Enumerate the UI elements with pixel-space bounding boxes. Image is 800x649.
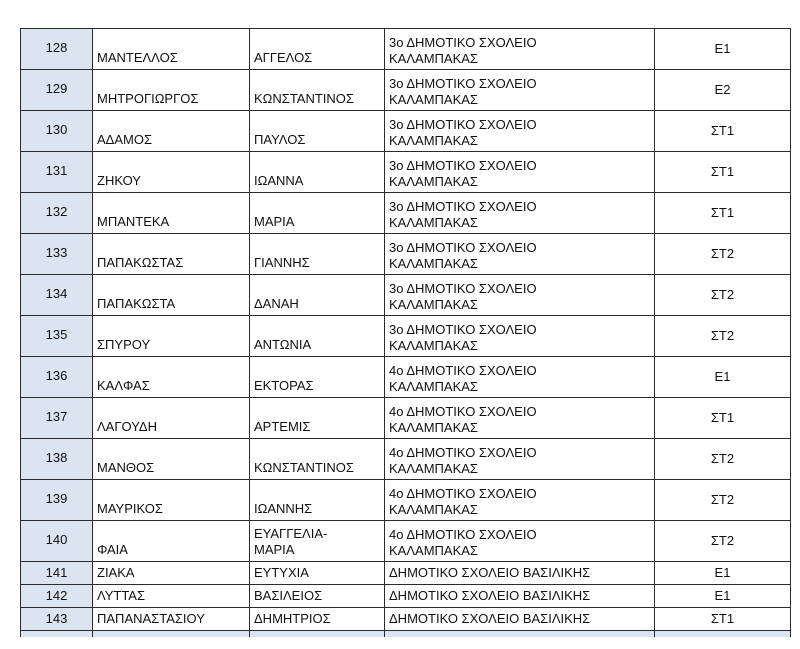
table-row	[21, 357, 791, 398]
class-cell: ΣΤ1	[655, 608, 791, 631]
school-line-1: 3ο ΔΗΜΟΤΙΚΟ ΣΧΟΛΕΙΟ	[389, 158, 537, 173]
class-cell: ΣΤ1	[655, 193, 791, 234]
row-number: 141	[21, 562, 93, 585]
school-line-2: ΚΑΛΑΜΠΑΚΑΣ	[389, 133, 478, 148]
school-cell	[385, 29, 655, 70]
surname-cell: ΣΠΥΡΟΥ	[93, 316, 250, 357]
school-cell	[385, 234, 655, 275]
school-line-2: ΚΑΛΑΜΠΑΚΑΣ	[389, 174, 478, 189]
firstname-cell: ΙΩΑΝΝΗΣ	[250, 480, 385, 521]
firstname-line-1: ΕΥΑΓΓΕΛΙΑ-	[254, 526, 328, 541]
school-line-1: 4ο ΔΗΜΟΤΙΚΟ ΣΧΟΛΕΙΟ	[389, 486, 537, 501]
student-table	[20, 28, 791, 637]
school-line-1: 3ο ΔΗΜΟΤΙΚΟ ΣΧΟΛΕΙΟ	[389, 240, 537, 255]
student-list-page	[20, 28, 790, 637]
school-cell	[385, 439, 655, 480]
school-cell	[385, 152, 655, 193]
school-cell: ΔΗΜΟΤΙΚΟ ΣΧΟΛΕΙΟ ΒΑΣΙΛΙΚΗΣ	[385, 585, 655, 608]
school-cell	[385, 111, 655, 152]
school-line-2: ΚΑΛΑΜΠΑΚΑΣ	[389, 92, 478, 107]
table-row	[21, 480, 791, 521]
class-cell: ΣΤ2	[655, 275, 791, 316]
firstname-cell: ΑΝΤΩΝΙΑ	[250, 316, 385, 357]
firstname-cell: ΕΥΤΥΧΙΑ	[250, 562, 385, 585]
row-number: 138	[21, 439, 93, 480]
table-row	[21, 608, 791, 631]
school-cell	[385, 398, 655, 439]
table-row	[21, 398, 791, 439]
school-line-2: ΚΑΛΑΜΠΑΚΑΣ	[389, 502, 478, 517]
firstname-cell: ΚΩΝΣΤΑΝΤΙΝΟΣ	[250, 439, 385, 480]
school-line-2: ΚΑΛΑΜΠΑΚΑΣ	[389, 51, 478, 66]
surname-cell: ΠΑΠΑΚΩΣΤΑΣ	[93, 234, 250, 275]
class-cell: Ε2	[655, 70, 791, 111]
table-row	[21, 521, 791, 562]
surname-cell: ΛΑΓΟΥΔΗ	[93, 398, 250, 439]
row-number: 142	[21, 585, 93, 608]
surname-cell: ΖΙΑΚΑ	[93, 562, 250, 585]
surname-cell: ΜΑΝΤΕΛΛΟΣ	[93, 29, 250, 70]
surname-cell: ΠΑΠΑΚΩΣΤΑ	[93, 275, 250, 316]
class-cell: Ε1	[655, 29, 791, 70]
school-cell	[385, 70, 655, 111]
school-cell: ΔΗΜΟΤΙΚΟ ΣΧΟΛΕΙΟ ΒΑΣΙΛΙΚΗΣ	[385, 562, 655, 585]
school-cell	[385, 316, 655, 357]
school-cell	[385, 193, 655, 234]
firstname-cell: ΓΙΑΝΝΗΣ	[250, 234, 385, 275]
class-cell: Ε1	[655, 562, 791, 585]
table-row	[21, 111, 791, 152]
row-number: 129	[21, 70, 93, 111]
school-line-1: 4ο ΔΗΜΟΤΙΚΟ ΣΧΟΛΕΙΟ	[389, 445, 537, 460]
school-cell	[385, 521, 655, 562]
table-row	[21, 562, 791, 585]
row-number: 143	[21, 608, 93, 631]
firstname-cell: ΠΑΥΛΟΣ	[250, 111, 385, 152]
row-number: 140	[21, 521, 93, 562]
row-number: 139	[21, 480, 93, 521]
school-line-2: ΚΑΛΑΜΠΑΚΑΣ	[389, 461, 478, 476]
firstname-cell: ΔΗΜΗΤΡΙΟΣ	[250, 608, 385, 631]
surname-cell: ΚΑΛΦΑΣ	[93, 357, 250, 398]
surname-cell: ΑΔΑΜΟΣ	[93, 111, 250, 152]
surname-cell: ΜΠΑΝΤΕΚΑ	[93, 193, 250, 234]
table-row	[21, 316, 791, 357]
table-row	[21, 193, 791, 234]
firstname-cell: ΒΑΣΙΛΕΙΟΣ	[250, 585, 385, 608]
school-line-2: ΚΑΛΑΜΠΑΚΑΣ	[389, 215, 478, 230]
school-line-1: 4ο ΔΗΜΟΤΙΚΟ ΣΧΟΛΕΙΟ	[389, 363, 537, 378]
cutoff-cell	[250, 631, 385, 637]
row-number: 134	[21, 275, 93, 316]
surname-cell: ΜΑΥΡΙΚΟΣ	[93, 480, 250, 521]
school-line-1: 3ο ΔΗΜΟΤΙΚΟ ΣΧΟΛΕΙΟ	[389, 35, 537, 50]
row-number: 136	[21, 357, 93, 398]
class-cell: Ε1	[655, 585, 791, 608]
school-line-1: 4ο ΔΗΜΟΤΙΚΟ ΣΧΟΛΕΙΟ	[389, 527, 537, 542]
table-row	[21, 585, 791, 608]
school-cell	[385, 275, 655, 316]
cutoff-cell	[93, 631, 250, 637]
school-cell	[385, 357, 655, 398]
school-line-1: 4ο ΔΗΜΟΤΙΚΟ ΣΧΟΛΕΙΟ	[389, 404, 537, 419]
row-number: 128	[21, 29, 93, 70]
row-number: 131	[21, 152, 93, 193]
surname-cell: ΜΗΤΡΟΓΙΩΡΓΟΣ	[93, 70, 250, 111]
class-cell: ΣΤ2	[655, 521, 791, 562]
row-number: 132	[21, 193, 93, 234]
surname-cell	[93, 521, 250, 562]
row-number: 137	[21, 398, 93, 439]
school-line-2: ΚΑΛΑΜΠΑΚΑΣ	[389, 338, 478, 353]
surname-cell: ΖΗΚΟΥ	[93, 152, 250, 193]
firstname-line-2: ΜΑΡΙΑ	[254, 542, 295, 557]
school-line-1: 3ο ΔΗΜΟΤΙΚΟ ΣΧΟΛΕΙΟ	[389, 199, 537, 214]
firstname-cell: ΚΩΝΣΤΑΝΤΙΝΟΣ	[250, 70, 385, 111]
cutoff-cell	[655, 631, 791, 637]
firstname-cell	[250, 521, 385, 562]
surname-text: ΦΑΙΑ	[97, 542, 128, 557]
school-line-1: 3ο ΔΗΜΟΤΙΚΟ ΣΧΟΛΕΙΟ	[389, 117, 537, 132]
row-number: 135	[21, 316, 93, 357]
class-cell: ΣΤ1	[655, 152, 791, 193]
cutoff-cell	[385, 631, 655, 637]
school-line-2: ΚΑΛΑΜΠΑΚΑΣ	[389, 256, 478, 271]
table-row	[21, 70, 791, 111]
row-number: 130	[21, 111, 93, 152]
class-cell: Ε1	[655, 357, 791, 398]
class-cell: ΣΤ1	[655, 398, 791, 439]
surname-cell: ΜΑΝΘΟΣ	[93, 439, 250, 480]
firstname-cell: ΔΑΝΑΗ	[250, 275, 385, 316]
school-line-2: ΚΑΛΑΜΠΑΚΑΣ	[389, 297, 478, 312]
firstname-cell: ΕΚΤΟΡΑΣ	[250, 357, 385, 398]
table-row	[21, 275, 791, 316]
firstname-cell: ΜΑΡΙΑ	[250, 193, 385, 234]
class-cell: ΣΤ2	[655, 439, 791, 480]
table-row	[21, 29, 791, 70]
class-cell: ΣΤ2	[655, 316, 791, 357]
firstname-cell: ΑΓΓΕΛΟΣ	[250, 29, 385, 70]
school-line-1: 3ο ΔΗΜΟΤΙΚΟ ΣΧΟΛΕΙΟ	[389, 322, 537, 337]
table-row-cutoff	[21, 631, 791, 637]
table-row	[21, 234, 791, 275]
school-line-2: ΚΑΛΑΜΠΑΚΑΣ	[389, 543, 478, 558]
row-number: 133	[21, 234, 93, 275]
firstname-cell: ΑΡΤΕΜΙΣ	[250, 398, 385, 439]
school-line-2: ΚΑΛΑΜΠΑΚΑΣ	[389, 379, 478, 394]
school-cell	[385, 480, 655, 521]
school-line-2: ΚΑΛΑΜΠΑΚΑΣ	[389, 420, 478, 435]
surname-cell: ΛΥΤΤΑΣ	[93, 585, 250, 608]
school-line-1: 3ο ΔΗΜΟΤΙΚΟ ΣΧΟΛΕΙΟ	[389, 76, 537, 91]
class-cell: ΣΤ2	[655, 234, 791, 275]
class-cell: ΣΤ1	[655, 111, 791, 152]
cutoff-cell	[21, 631, 93, 637]
school-cell: ΔΗΜΟΤΙΚΟ ΣΧΟΛΕΙΟ ΒΑΣΙΛΙΚΗΣ	[385, 608, 655, 631]
school-line-1: 3ο ΔΗΜΟΤΙΚΟ ΣΧΟΛΕΙΟ	[389, 281, 537, 296]
surname-cell: ΠΑΠΑΝΑΣΤΑΣΙΟΥ	[93, 608, 250, 631]
table-row	[21, 152, 791, 193]
class-cell: ΣΤ2	[655, 480, 791, 521]
firstname-cell: ΙΩΑΝΝΑ	[250, 152, 385, 193]
table-row	[21, 439, 791, 480]
